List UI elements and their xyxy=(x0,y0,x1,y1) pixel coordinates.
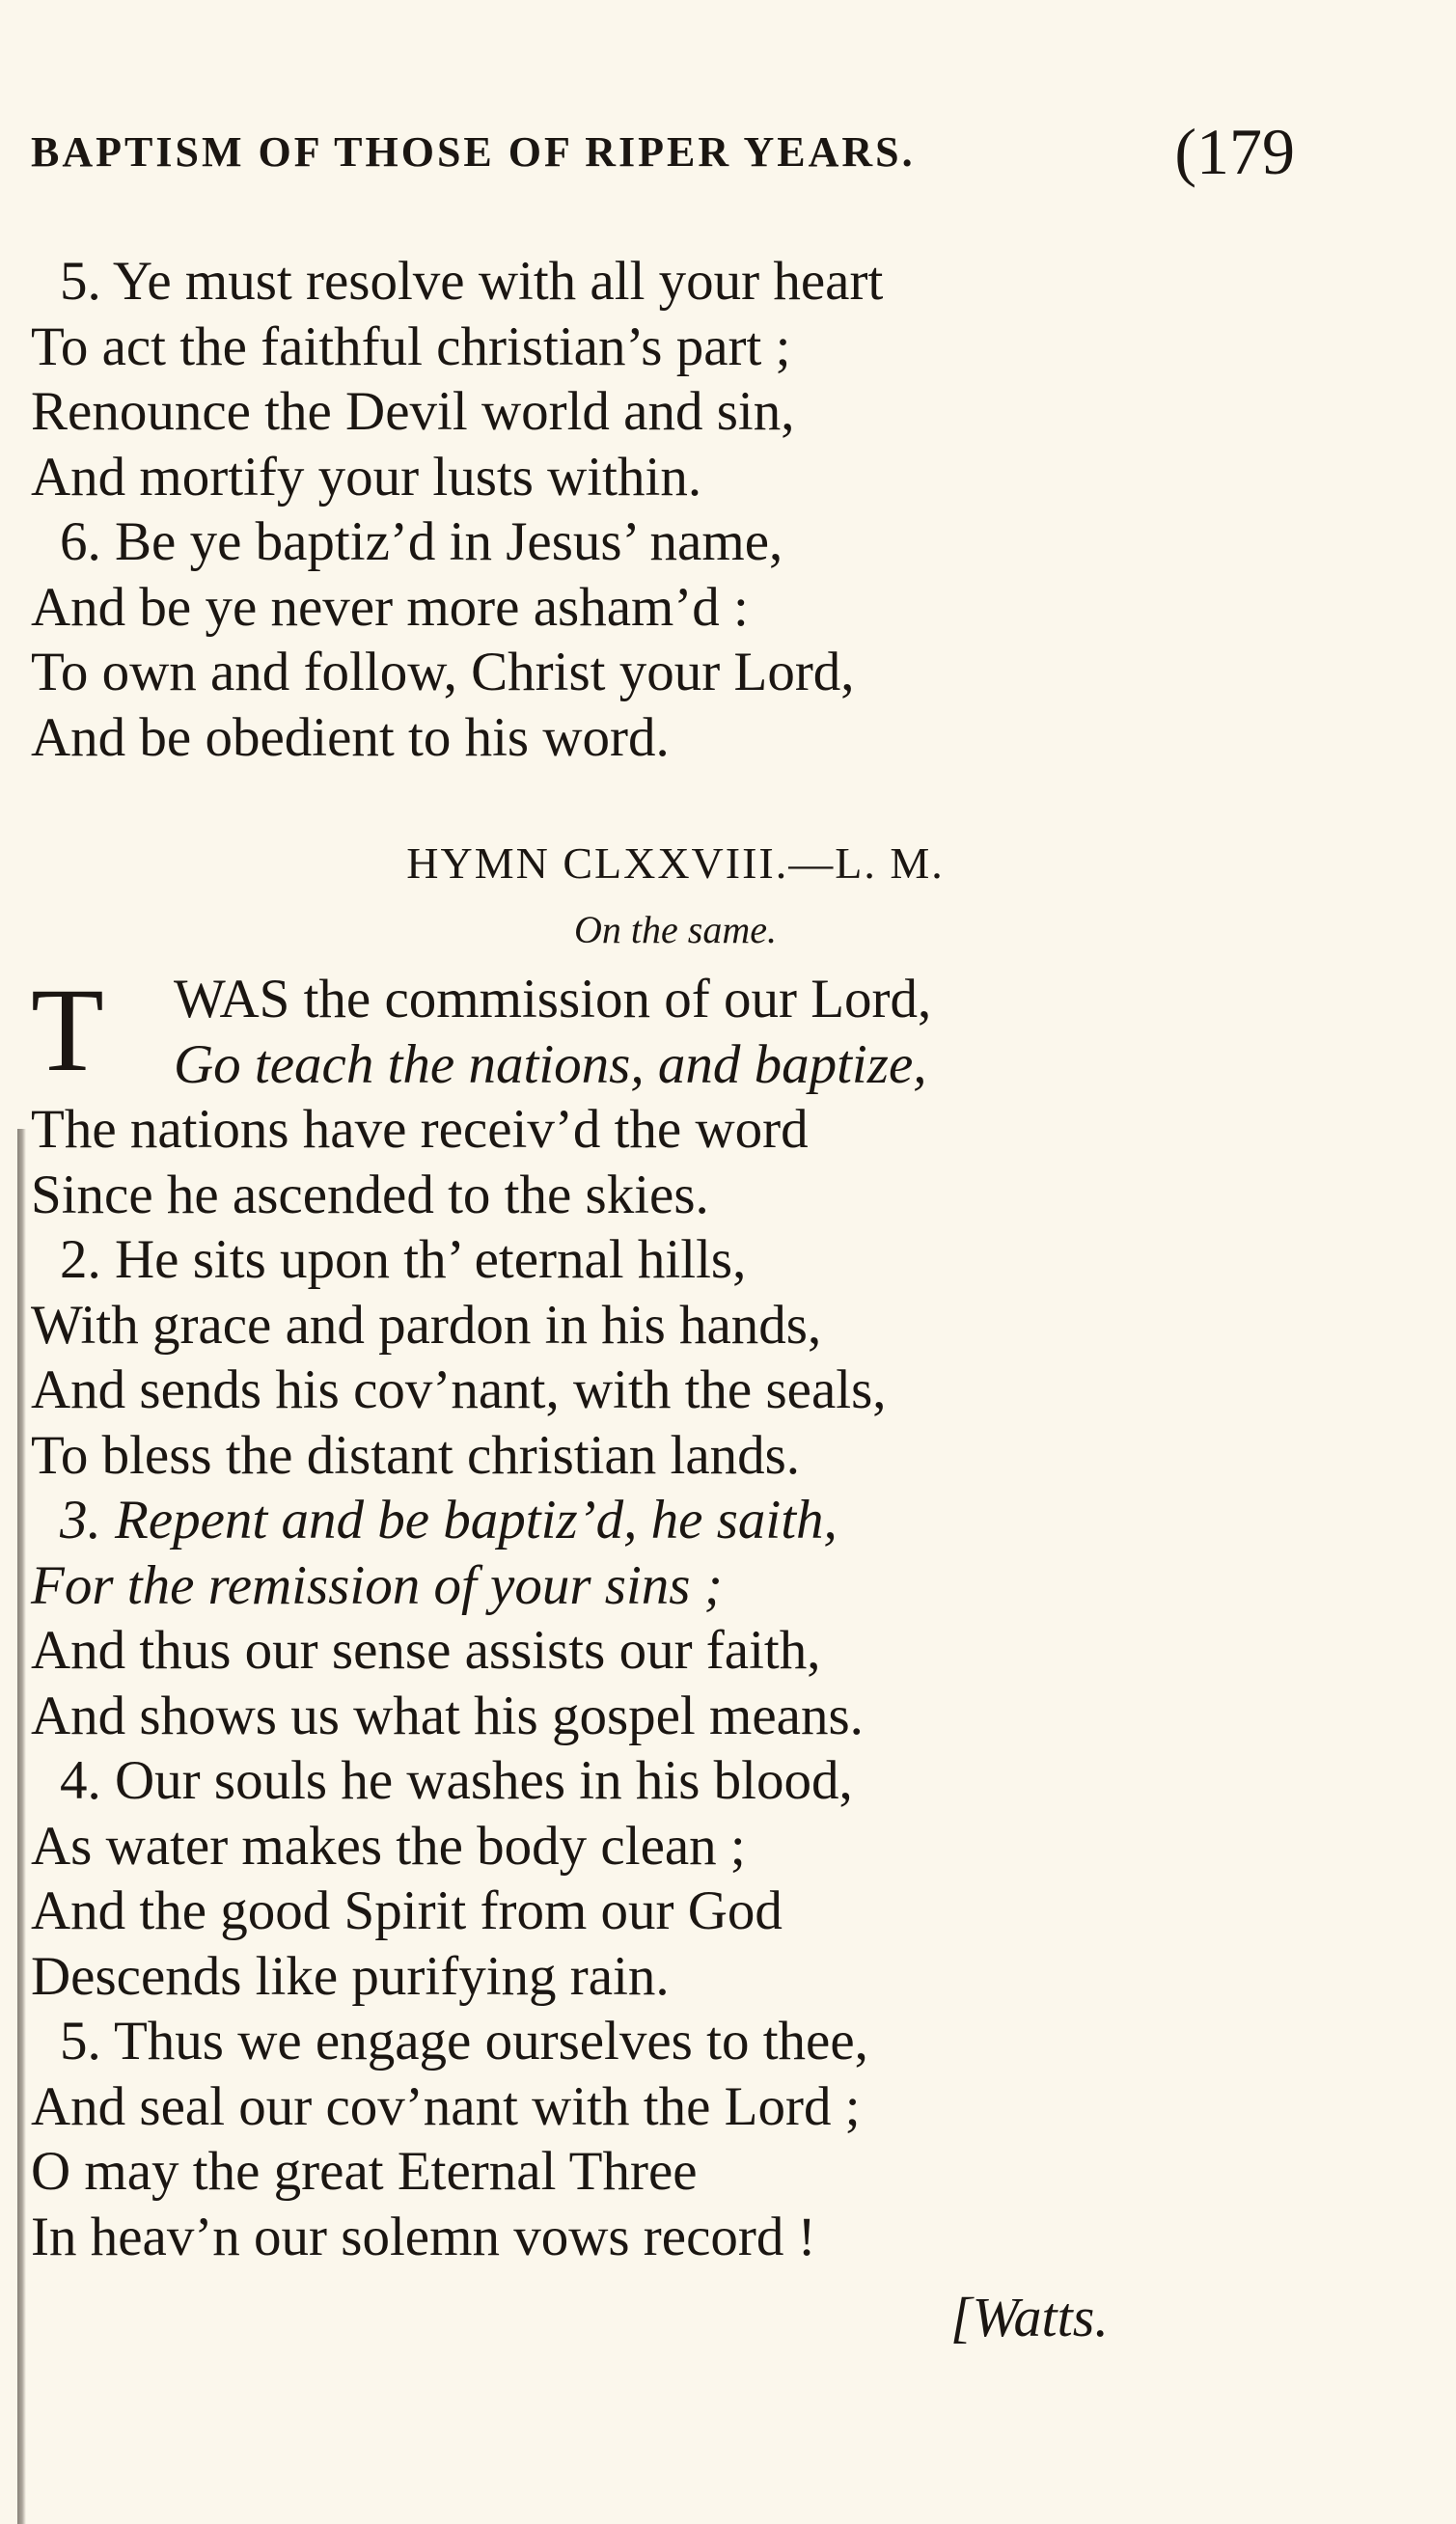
verse-line: To bless the distant christian lands. xyxy=(31,1424,801,1486)
verse-line: Since he ascended to the skies. xyxy=(31,1164,709,1225)
running-head: BAPTISM OF THOSE OF RIPER YEARS. xyxy=(31,128,916,176)
verse-line: With grace and pardon in his hands, xyxy=(31,1294,822,1356)
verse-line: To own and follow, Christ your Lord, xyxy=(31,642,855,702)
attribution: [Watts. xyxy=(950,2286,1109,2348)
verse-line: And sends his cov’nant, with the seals, xyxy=(31,1359,887,1420)
verse-line: And be obedient to his word. xyxy=(31,706,670,768)
verse-line: Descends like purifying rain. xyxy=(31,1945,670,2007)
second-verse-line: Go teach the nations, and baptize, xyxy=(174,1033,927,1095)
verse-line: 6. Be ye baptiz’d in Jesus’ name, xyxy=(60,511,783,572)
verse-line: O may the great Eternal Three xyxy=(31,2141,698,2202)
verse-line: And the good Spirit from our God xyxy=(31,1880,783,1941)
page-header xyxy=(31,114,1295,191)
verse-line: In heav’n our solemn vows record ! xyxy=(31,2206,816,2267)
verse-line: 4. Our souls he washes in his blood, xyxy=(60,1750,853,1811)
verse-line: 5. Ye must resolve with all your heart xyxy=(60,251,884,312)
verse-line: As water makes the body clean ; xyxy=(31,1815,746,1877)
hymn-title: HYMN CLXXVIII.—L. M. xyxy=(406,838,945,888)
verse-line: 2. He sits upon th’ eternal hills, xyxy=(60,1229,747,1290)
verse-line: And seal our cov’nant with the Lord ; xyxy=(31,2075,861,2137)
verse-line: And thus our sense assists our faith, xyxy=(31,1620,821,1681)
verse-line: To act the faithful christian’s part ; xyxy=(31,316,791,377)
previous-hymn-verses xyxy=(31,249,1237,770)
verse-line: 3. Repent and be baptiz’d, he saith, xyxy=(60,1490,838,1550)
verse-line: 5. Thus we engage ourselves to thee, xyxy=(60,2011,868,2071)
page-edge-shadow xyxy=(17,1129,26,2524)
verse-line: Renounce the Devil world and sin, xyxy=(31,381,795,442)
hymn-subtitle: On the same. xyxy=(574,908,777,951)
verse-line: And shows us what his gospel means. xyxy=(31,1685,864,1746)
verse-line: And be ye never more asham’d : xyxy=(31,576,749,638)
drop-cap: T xyxy=(31,964,104,1096)
verse-line: The nations have receiv’d the word xyxy=(31,1099,809,1160)
verse-line: For the remission of your sins ; xyxy=(31,1554,723,1616)
verse-line: And mortify your lusts within. xyxy=(31,446,702,508)
hymn-verses xyxy=(31,964,1237,2269)
page-number: (179 xyxy=(1174,115,1295,188)
first-line-text: WAS the commission of our Lord, xyxy=(174,969,932,1029)
